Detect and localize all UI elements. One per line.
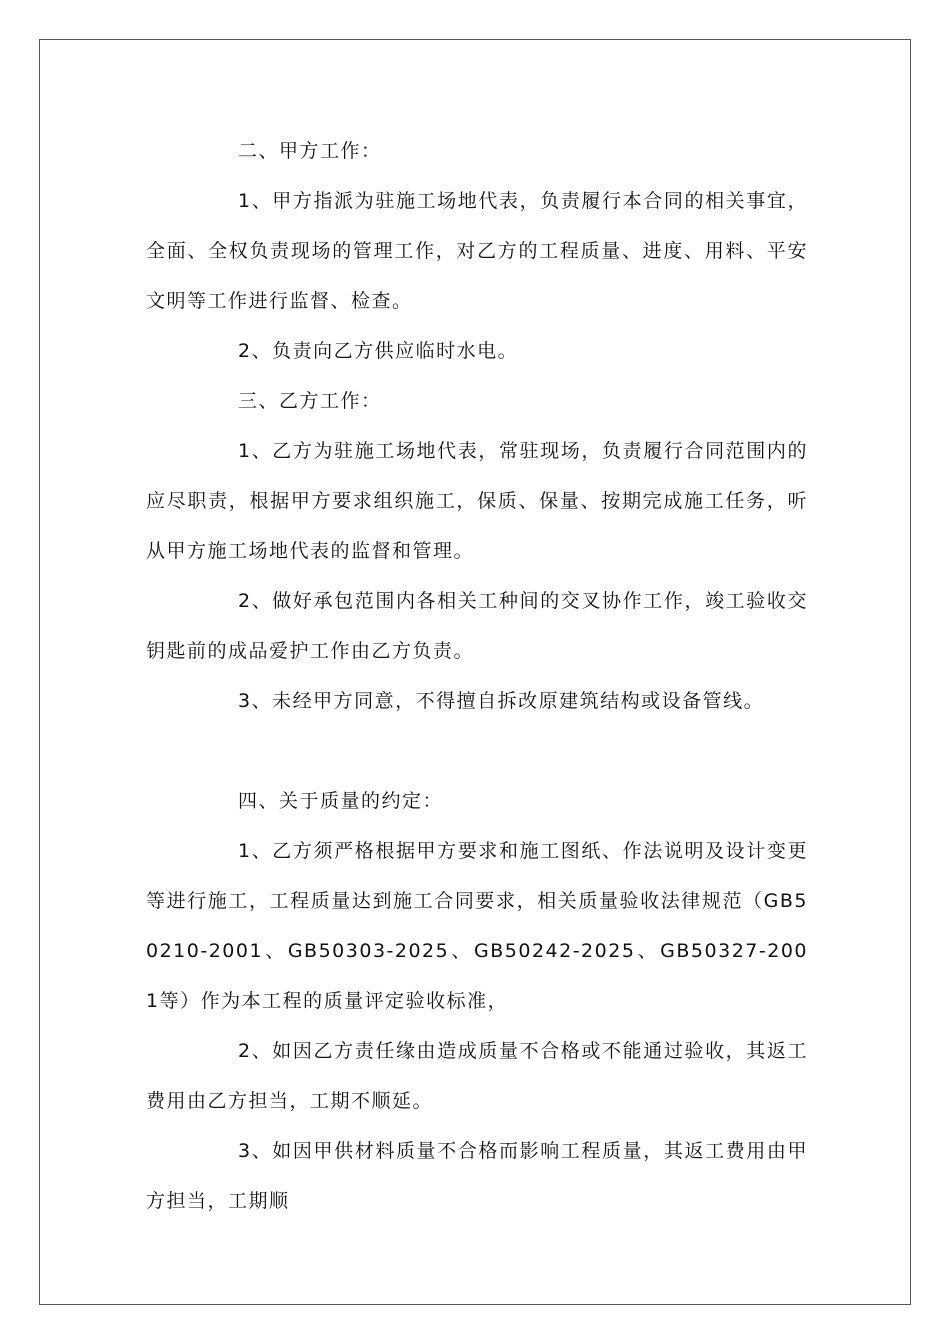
quality-clause-2: 2、如因乙方责任缘由造成质量不合格或不能通过验收，其返工费用由乙方担当，工期不顺延。	[146, 1040, 808, 1112]
quality-clause-3: 3、如因甲供材料质量不合格而影响工程质量，其返工费用由甲方担当，工期顺	[146, 1140, 808, 1212]
section-heading-quality: 四、关于质量的约定：	[238, 790, 444, 812]
section-heading-party-a: 二、甲方工作：	[238, 140, 382, 162]
party-a-clause-2: 2、负责向乙方供应临时水电。	[238, 340, 519, 362]
party-b-clause-3: 3、未经甲方同意，不得擅自拆改原建筑结构或设备管线。	[238, 690, 765, 712]
party-a-clause-1: 1、甲方指派为驻施工场地代表，负责履行本合同的相关事宜，全面、全权负责现场的管理工作，对乙方的工程质量、进度、用料、平安文明等工作进行监督、检查。	[146, 190, 808, 312]
party-b-clause-2: 2、做好承包范围内各相关工种间的交叉协作工作，竣工验收交钥匙前的成品爱护工作由乙方负责。	[146, 590, 808, 662]
document-body	[146, 126, 808, 1226]
section-heading-party-b: 三、乙方工作：	[238, 390, 382, 412]
party-b-clause-1: 1、乙方为驻施工场地代表，常驻现场，负责履行合同范围内的应尽职责，根据甲方要求组织施工，保质、保量、按期完成施工任务，听从甲方施工场地代表的监督和管理。	[146, 440, 808, 562]
quality-clause-1: 1、乙方须严格根据甲方要求和施工图纸、作法说明及设计变更等进行施工，工程质量达到施工合同要求，相关质量验收法律规范（GB50210-2001、GB50303-2025、GB50242-2025、GB50327-2001等）作为本工程的质量评定验收标准，	[146, 840, 808, 1012]
section-spacer	[146, 726, 808, 776]
